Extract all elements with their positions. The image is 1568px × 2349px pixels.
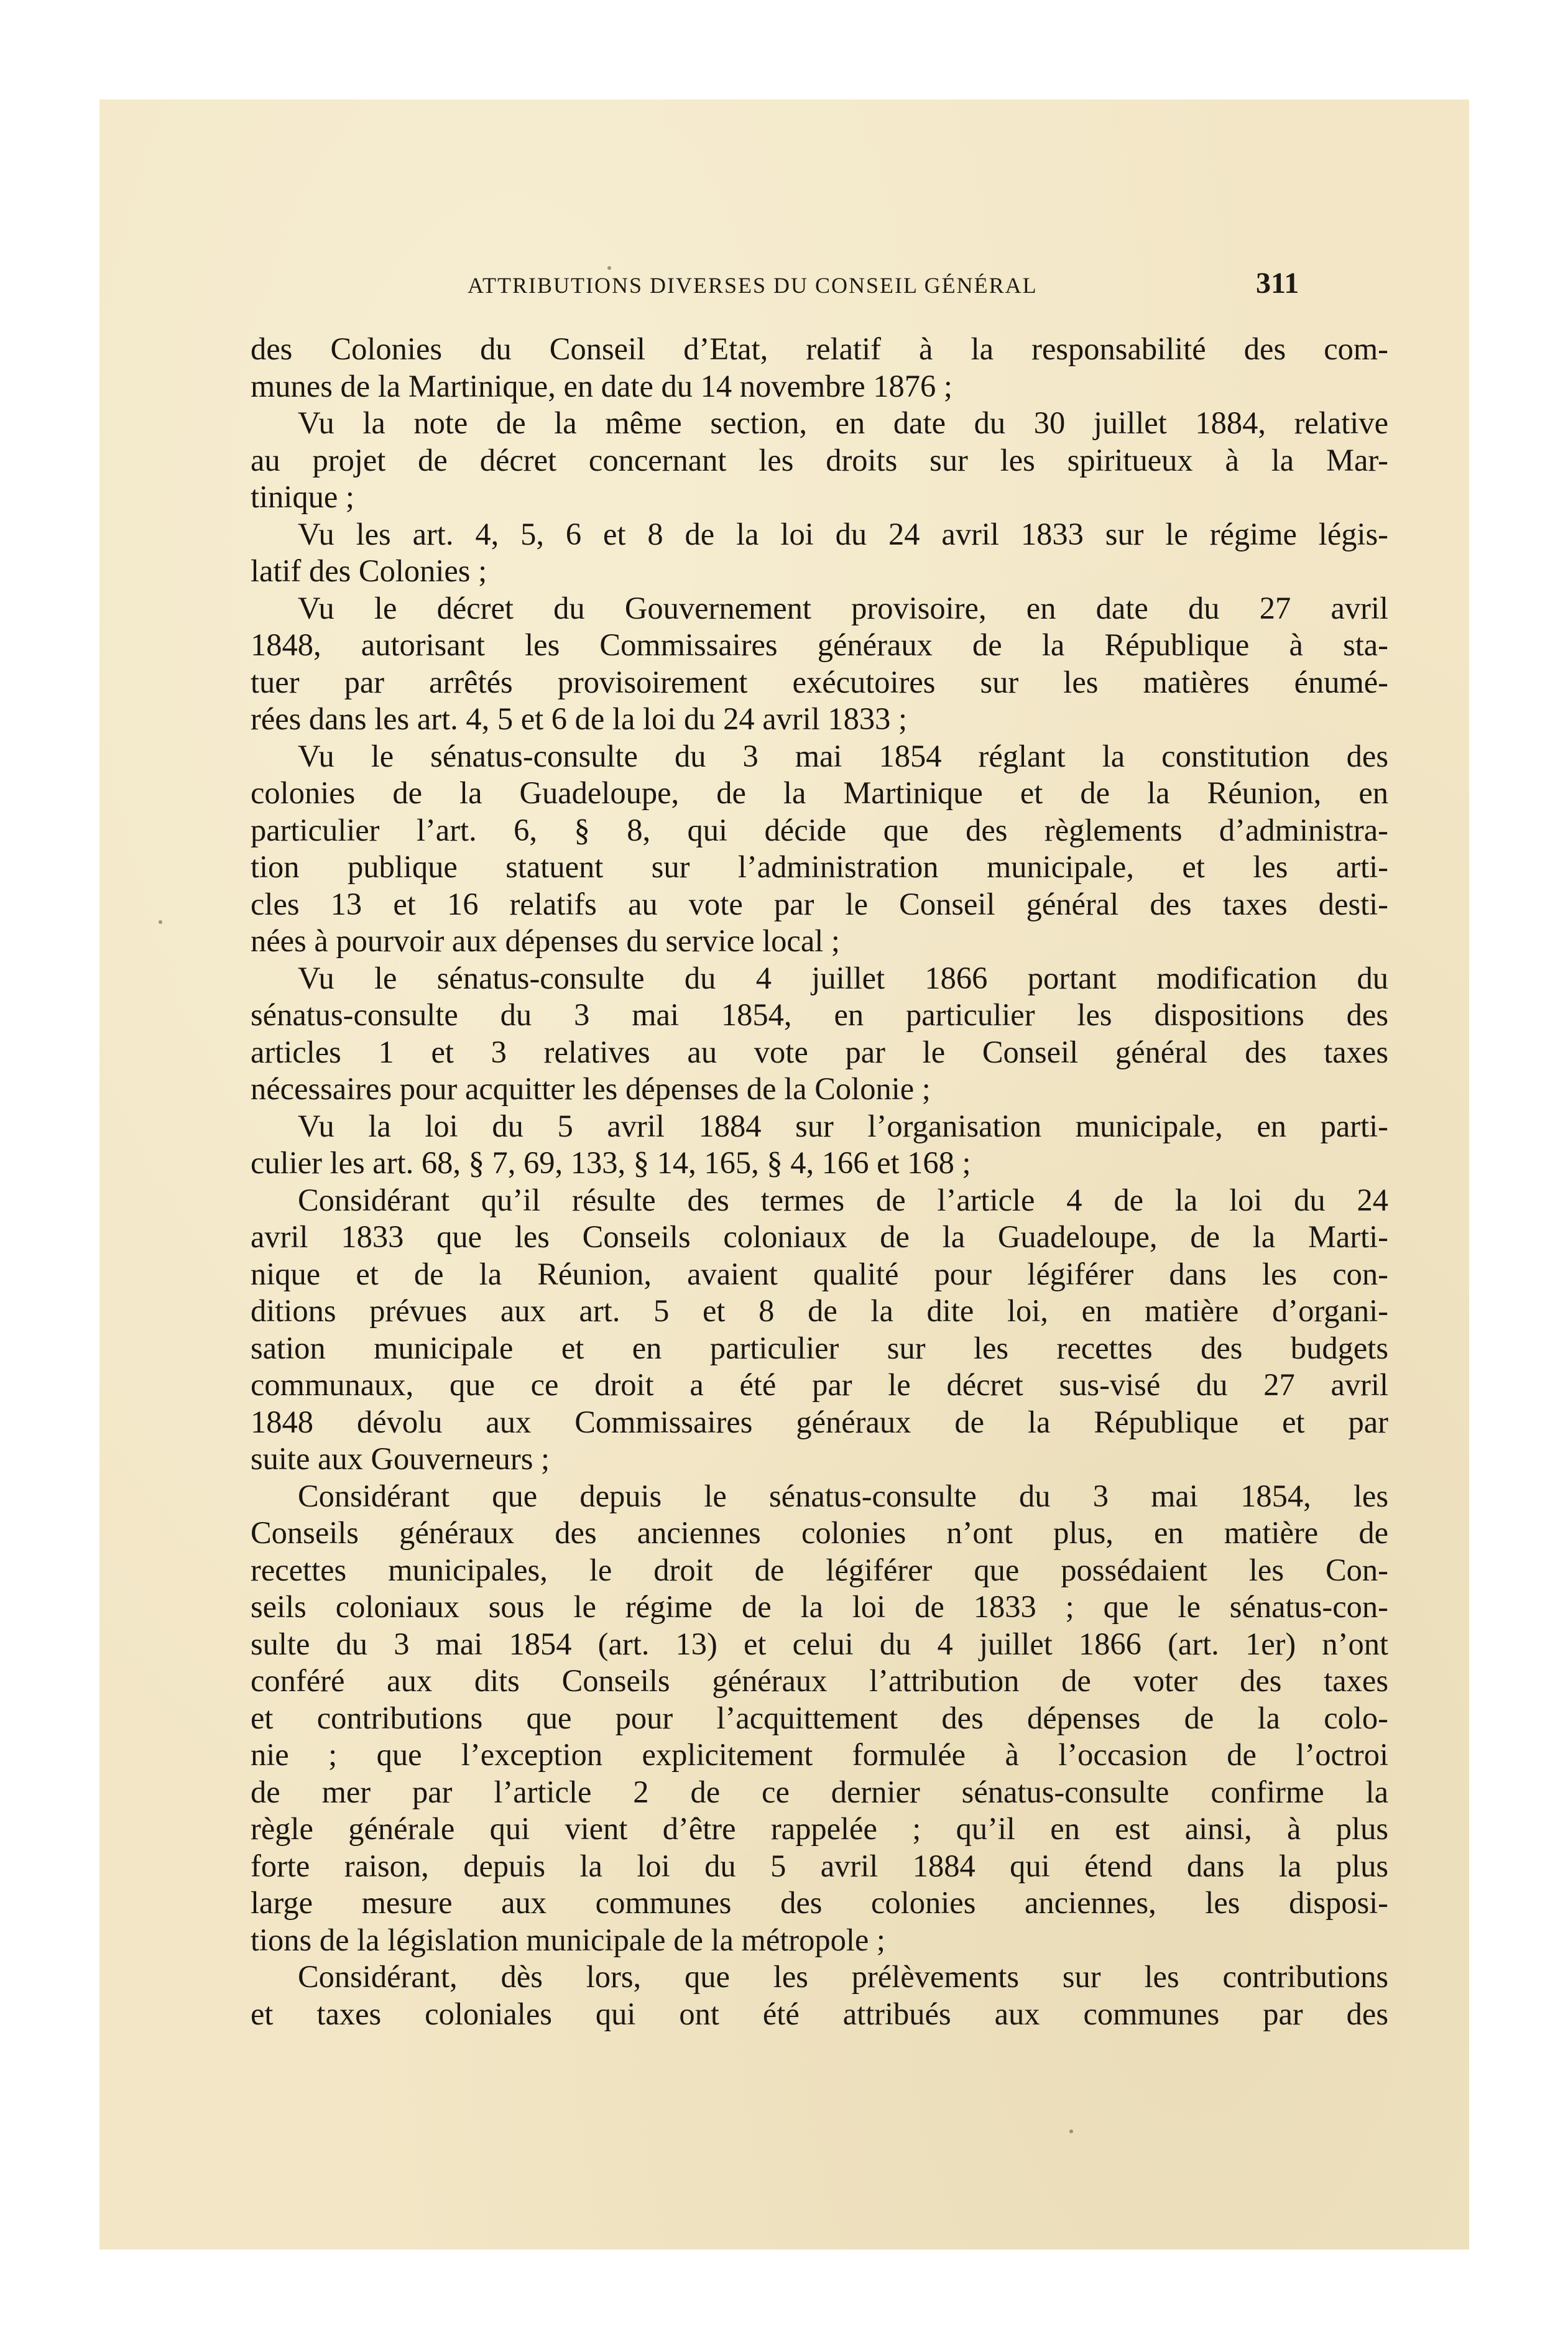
paper-speck [1069, 2130, 1073, 2133]
text-line: cles 13 et 16 relatifs au vote par le Conseil général des taxes desti- [251, 886, 1388, 921]
running-title: ATTRIBUTIONS DIVERSES DU CONSEIL GÉNÉRAL [468, 273, 1038, 298]
text-line: tion publique statuent sur l’administration municipale, et les arti- [251, 849, 1388, 884]
text-line: seils coloniaux sous le régime de la loi de 1833 ; que le sénatus-con- [251, 1589, 1388, 1624]
text-line: sulte du 3 mai 1854 (art. 13) et celui du 4 juillet 1866 (art. 1er) n’ont [251, 1626, 1388, 1661]
text-line: de mer par l’article 2 de ce dernier sénatus-consulte confirme la [251, 1774, 1388, 1809]
text-line: ditions prévues aux art. 5 et 8 de la dite loi, en matière d’organi- [251, 1293, 1388, 1328]
text-line: articles 1 et 3 relatives au vote par le Conseil général des taxes [251, 1034, 1388, 1069]
text-line: règle générale qui vient d’être rappelée ; qu’il en est ainsi, à plus [251, 1811, 1388, 1846]
text-line: Conseils généraux des anciennes colonies n’ont plus, en matière de [251, 1515, 1388, 1550]
text-line: nées à pourvoir aux dépenses du service local ; [251, 923, 840, 958]
text-line: conféré aux dits Conseils généraux l’attribution de voter des taxes [251, 1663, 1388, 1698]
text-line: et contributions que pour l’acquittement des dépenses de la colo- [251, 1700, 1388, 1735]
text-line: nie ; que l’exception explicitement formulée à l’occasion de l’octroi [251, 1737, 1388, 1772]
text-line: Considérant, dès lors, que les prélèvements sur les contributions [298, 1959, 1388, 1994]
text-line: nique et de la Réunion, avaient qualité pour légiférer dans les con- [251, 1256, 1388, 1291]
text-line: nécessaires pour acquitter les dépenses de la Colonie ; [251, 1071, 931, 1106]
text-line: Vu la loi du 5 avril 1884 sur l’organisation municipale, en parti- [298, 1108, 1388, 1143]
text-line: communaux, que ce droit a été par le décret sus-visé du 27 avril [251, 1367, 1388, 1402]
text-line: au projet de décret concernant les droits sur les spiritueux à la Mar- [251, 442, 1388, 478]
text-line: munes de la Martinique, en date du 14 novembre 1876 ; [251, 368, 952, 404]
paper-speck [159, 920, 162, 924]
text-line: sénatus-consulte du 3 mai 1854, en particulier les dispositions des [251, 997, 1388, 1032]
text-line: culier les art. 68, § 7, 69, 133, § 14, 165, § 4, 166 et 168 ; [251, 1145, 971, 1180]
text-line: Considérant que depuis le sénatus-consulte du 3 mai 1854, les [298, 1478, 1388, 1513]
text-line: colonies de la Guadeloupe, de la Martinique et de la Réunion, en [251, 775, 1388, 810]
text-line: et taxes coloniales qui ont été attribués aux communes par des [251, 1996, 1388, 2031]
text-line: Vu le décret du Gouvernement provisoire, en date du 27 avril [298, 590, 1388, 625]
text-line: Considérant qu’il résulte des termes de l’article 4 de la loi du 24 [298, 1182, 1388, 1217]
text-line: avril 1833 que les Conseils coloniaux de la Guadeloupe, de la Marti- [251, 1219, 1388, 1254]
text-line: 1848 dévolu aux Commissaires généraux de la République et par [251, 1404, 1388, 1439]
text-line: Vu les art. 4, 5, 6 et 8 de la loi du 24 avril 1833 sur le régime légis- [298, 516, 1388, 551]
text-line: particulier l’art. 6, § 8, qui décide que des règlements d’administra- [251, 812, 1388, 847]
text-line: rées dans les art. 4, 5 et 6 de la loi du 24 avril 1833 ; [251, 701, 908, 736]
text-line: Vu la note de la même section, en date du 30 juillet 1884, relative [298, 405, 1388, 440]
text-line: des Colonies du Conseil d’Etat, relatif à la responsabilité des com- [251, 331, 1388, 366]
text-line: 1848, autorisant les Commissaires généraux de la République à sta- [251, 627, 1388, 662]
text-line: sation municipale et en particulier sur les recettes des budgets [251, 1330, 1388, 1365]
text-line: forte raison, depuis la loi du 5 avril 1884 qui étend dans la plus [251, 1848, 1388, 1883]
text-line: Vu le sénatus-consulte du 3 mai 1854 réglant la constitution des [298, 738, 1388, 773]
text-line: tions de la législation municipale de la métropole ; [251, 1922, 885, 1957]
text-line: Vu le sénatus-consulte du 4 juillet 1866 portant modification du [298, 960, 1388, 995]
text-line: recettes municipales, le droit de légiférer que possédaient les Con- [251, 1552, 1388, 1587]
running-header [99, 266, 1469, 310]
body-text [251, 331, 1388, 2033]
page-number: 311 [1256, 267, 1299, 300]
text-line: latif des Colonies ; [251, 553, 487, 588]
text-line: tinique ; [251, 479, 354, 514]
paper-speck [607, 266, 611, 270]
text-line: suite aux Gouverneurs ; [251, 1441, 550, 1476]
text-line: tuer par arrêtés provisoirement exécutoires sur les matières énumé- [251, 664, 1388, 699]
text-line: large mesure aux communes des colonies anciennes, les disposi- [251, 1885, 1388, 1920]
scanned-page [99, 99, 1469, 2250]
